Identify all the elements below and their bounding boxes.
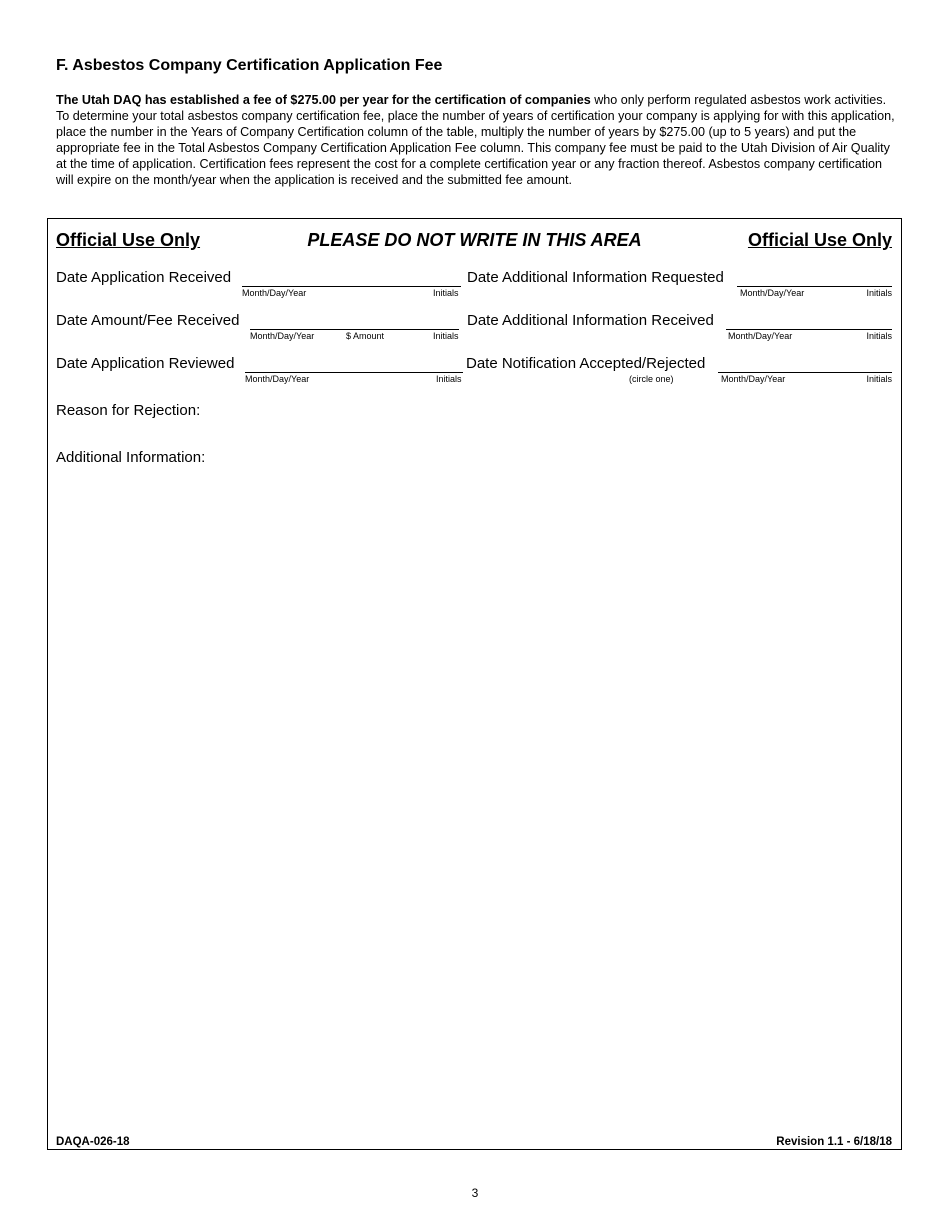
- reason-for-rejection-label: Reason for Rejection:: [56, 402, 201, 419]
- date-application-received-line[interactable]: [242, 286, 461, 287]
- date-additional-info-received-line[interactable]: [726, 329, 892, 330]
- date-fee-received-label: Date Amount/Fee Received: [56, 312, 240, 329]
- form-id: DAQA-026-18: [56, 1136, 130, 1148]
- intro-bold-text: The Utah DAQ has established a fee of $275.00 per year for the certification of companies: [56, 93, 591, 107]
- official-use-left-header: Official Use Only: [56, 230, 201, 250]
- date-notification-line[interactable]: [718, 372, 892, 373]
- do-not-write-header: PLEASE DO NOT WRITE IN THIS AREA: [307, 230, 642, 250]
- date-notification-date-hint: Month/Day/Year: [721, 374, 786, 384]
- date-application-received-label: Date Application Received: [56, 269, 232, 286]
- revision-label: Revision 1.1 - 6/18/18: [776, 1136, 892, 1148]
- date-additional-info-requested-date-hint: Month/Day/Year: [740, 288, 805, 298]
- date-notification-label: Date Notification Accepted/Rejected: [466, 355, 706, 372]
- date-notification-circle-hint: (circle one): [629, 374, 674, 384]
- date-additional-info-received-initials-hint: Initials: [866, 331, 892, 341]
- section-title: F. Asbestos Company Certification Application Fee: [56, 57, 443, 74]
- additional-information-label: Additional Information:: [56, 449, 206, 466]
- date-fee-received-line[interactable]: [250, 329, 459, 330]
- date-notification-initials-hint: Initials: [866, 374, 892, 384]
- date-additional-info-requested-line[interactable]: [737, 286, 892, 287]
- date-application-received-date-hint: Month/Day/Year: [242, 288, 307, 298]
- date-additional-info-requested-initials-hint: Initials: [866, 288, 892, 298]
- date-fee-received-date-hint: Month/Day/Year: [250, 331, 315, 341]
- intro-paragraph: [56, 92, 896, 188]
- intro-text: who only perform regulated asbestos work activities. To determine your total asbestos company certification fee, place the number of years of certification your company is applying for with this application, place the number in the Years of Company Certification column of the table, multiply the number of years by $275.00 (up to 5 years) and put the appropriate fee in the Total Asbestos Company Certification Application Fee column. This company fee must be paid to the Utah Division of Air Quality at the time of application. Certification fees represent the cost for a complete certification year or any fraction thereof. Asbestos company certification will expire on the month/year when the application is received and the submitted fee amount.: [56, 93, 895, 187]
- date-application-reviewed-date-hint: Month/Day/Year: [245, 374, 310, 384]
- date-application-reviewed-initials-hint: Initials: [436, 374, 462, 384]
- date-application-reviewed-label: Date Application Reviewed: [56, 355, 235, 372]
- page-number: 3: [471, 1186, 479, 1200]
- official-use-right-header: Official Use Only: [747, 230, 892, 250]
- date-additional-info-received-label: Date Additional Information Received: [467, 312, 714, 329]
- date-additional-info-received-date-hint: Month/Day/Year: [728, 331, 793, 341]
- date-fee-received-amount-hint: $ Amount: [346, 331, 385, 341]
- date-application-received-initials-hint: Initials: [433, 288, 459, 298]
- date-additional-info-requested-label: Date Additional Information Requested: [467, 269, 724, 286]
- date-application-reviewed-line[interactable]: [245, 372, 463, 373]
- official-use-box: [47, 218, 902, 1150]
- date-fee-received-initials-hint: Initials: [433, 331, 459, 341]
